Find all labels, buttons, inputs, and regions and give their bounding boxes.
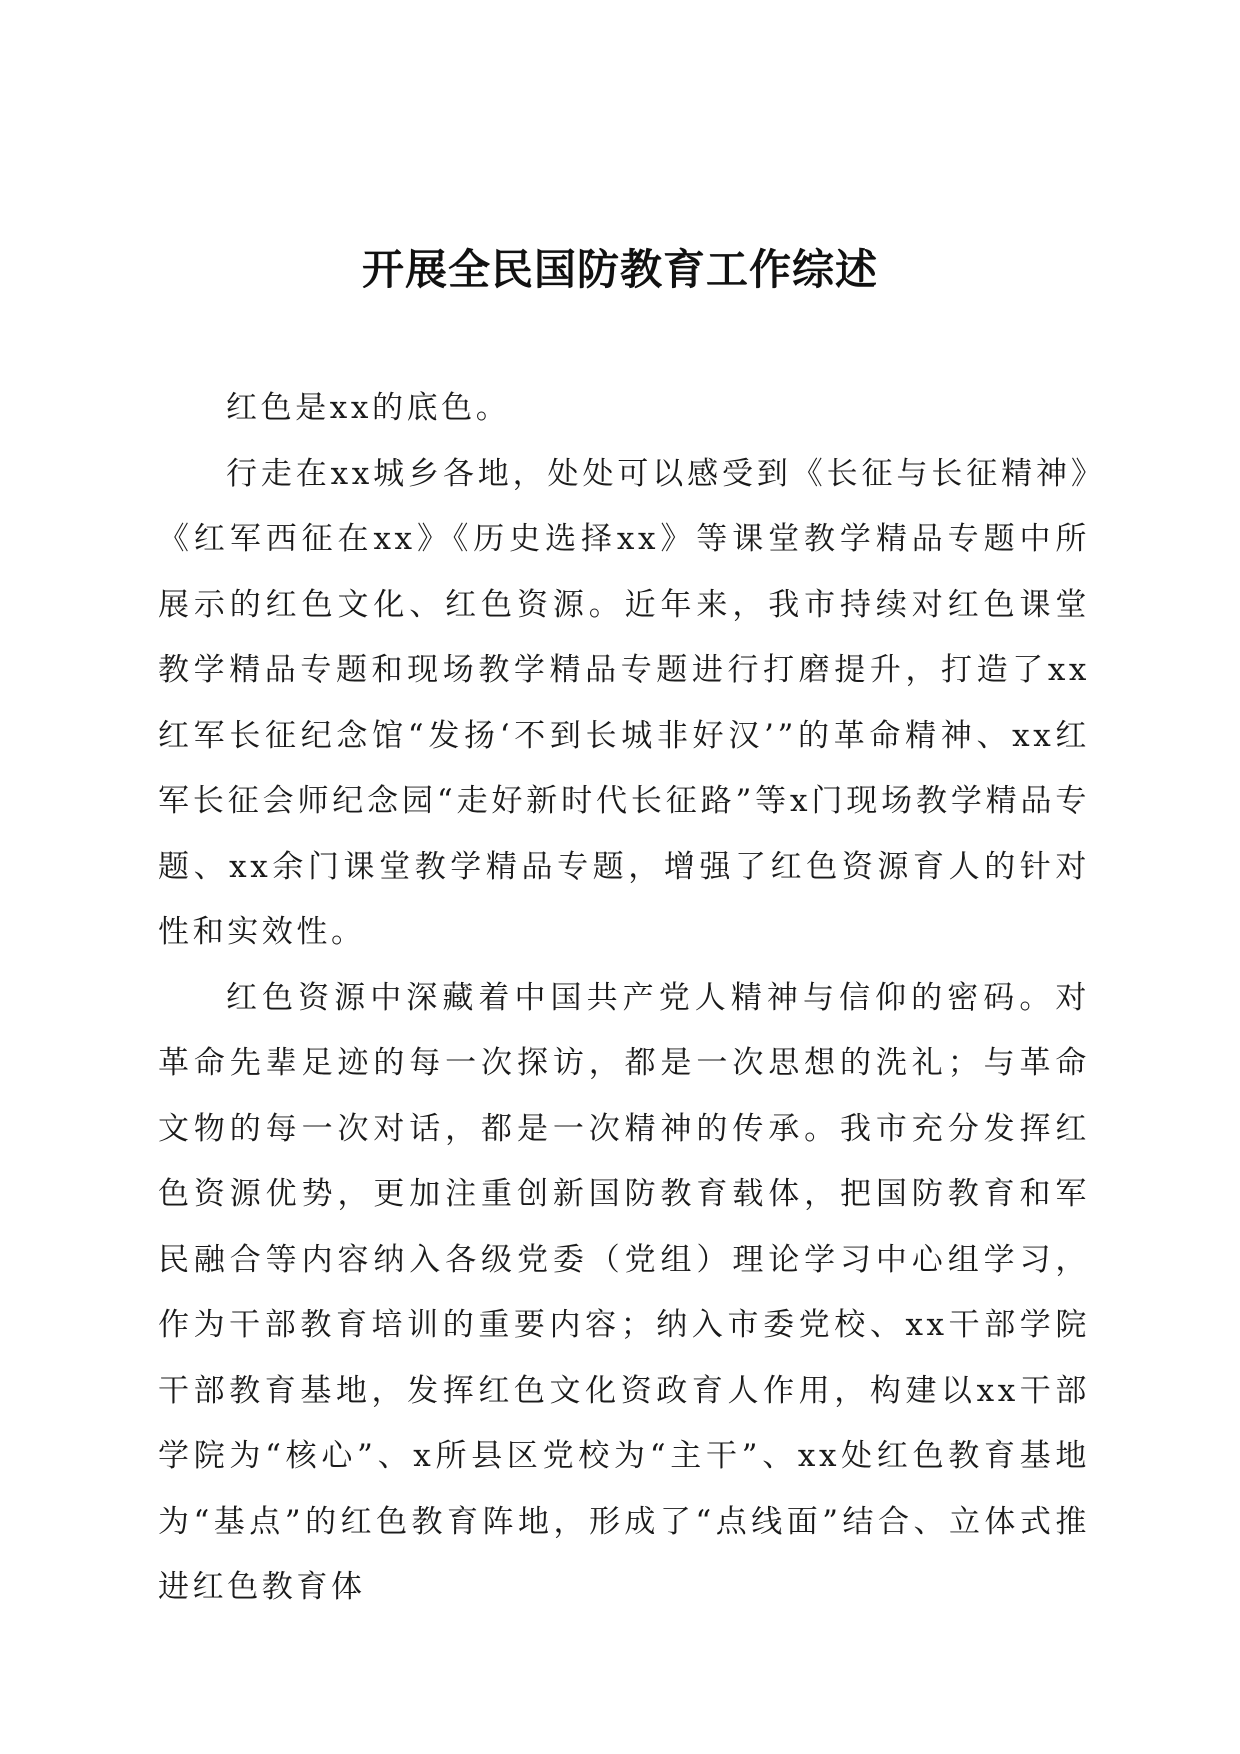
paragraph: 红色是xx的底色。 <box>226 390 511 426</box>
paragraph: 红色资源中深藏着中国共产党人精神与信仰的密码。对革命先辈足迹的每一次探访，都是一次思想的洗礼；与革命文物的每一次对话，都是一次精神的传承。我市充分发挥红色资源优势，更加注重创新国防教育载体，把国防教育和军民融合等内容纳入各级党委（党组）理论学习中心组学习，作为干部教育培训的重要内容；纳入市委党校、xx干部学院干部教育基地，发挥红色文化资政育人作用，构建以xx干部学院为“核心”、x所县区党校为“主干”、xx处红色教育基地为“基点”的红色教育阵地，形成了“点线面”结合、立体式推进红色教育体 <box>158 979 1090 1605</box>
document-title: 开展全民国防教育工作综述 <box>361 245 878 294</box>
document-body <box>158 376 1090 1621</box>
paragraph: 行走在xx城乡各地，处处可以感受到《长征与长征精神》《红军西征在xx》《历史选择xx》等课堂教学精品专题中所展示的红色文化、红色资源。近年来，我市持续对红色课堂教学精品专题和现场教学精品专题进行打磨提升，打造了xx红军长征纪念馆“发扬‘不到长城非好汉’”的革命精神、xx红军长征会师纪念园“走好新时代长征路”等x门现场教学精品专题、xx余门课堂教学精品专题，增强了红色资源育人的针对性和实效性。 <box>158 455 1090 950</box>
